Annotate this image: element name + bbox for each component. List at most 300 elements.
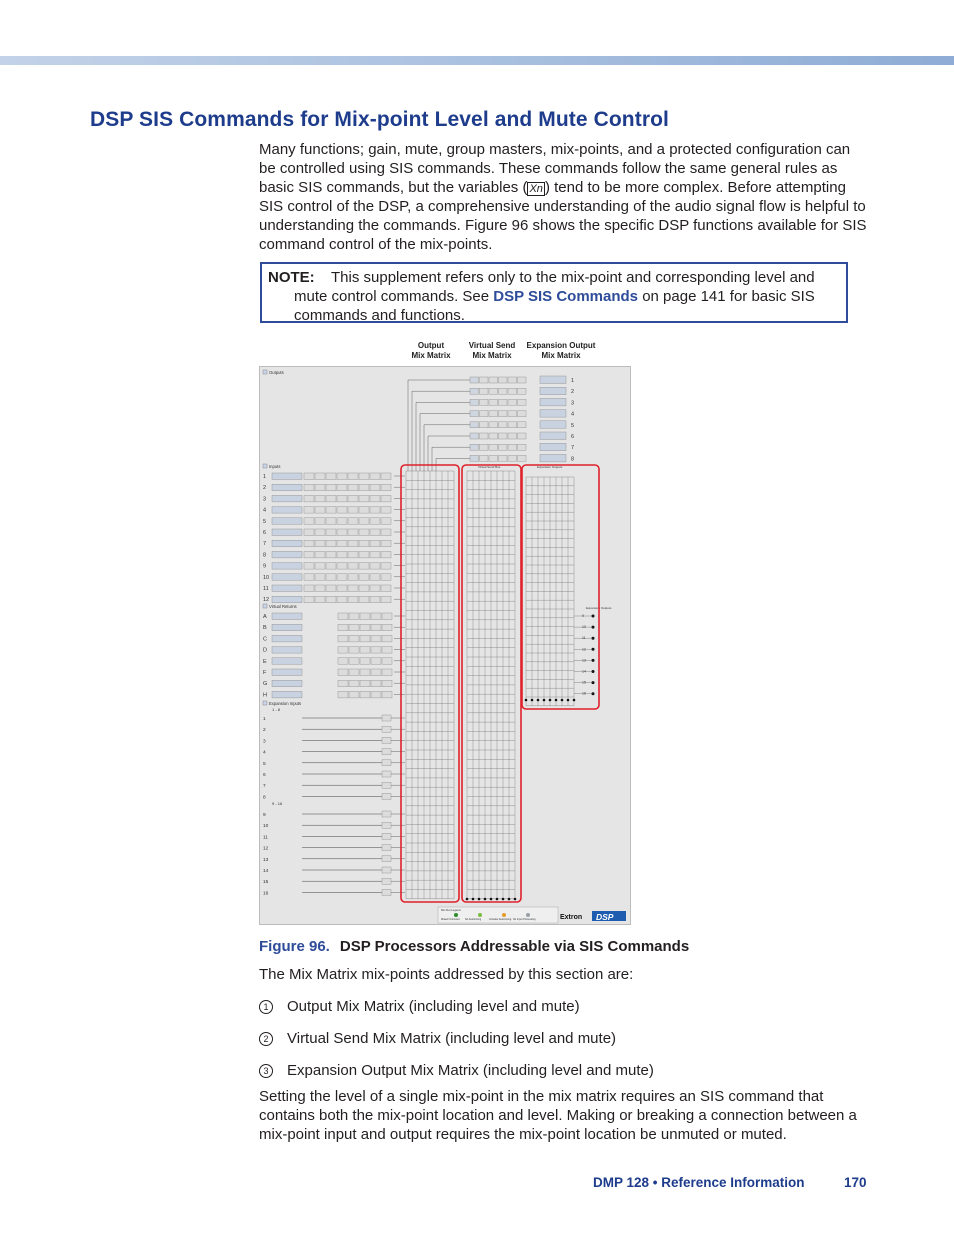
virtual-return-name-block <box>272 669 302 676</box>
input-name-block <box>272 585 302 592</box>
output-number: 6 <box>571 434 575 440</box>
note-text-1: This supplement refers only to the mix-point and corresponding level and mute control commands. See <box>294 269 815 305</box>
input-number: 11 <box>263 586 269 592</box>
input-processor-block <box>304 540 314 547</box>
virtual-return-processor-block <box>382 613 392 620</box>
expansion-input-number: 11 <box>263 835 268 841</box>
virtual-return-processor-block <box>360 669 370 676</box>
input-processor-block <box>337 596 347 603</box>
matrix-output-dot <box>472 898 475 901</box>
input-number: 6 <box>263 530 267 536</box>
virtual-return-processor-block <box>371 680 381 687</box>
expansion-input-number: 5 <box>263 761 266 767</box>
output-processor-block <box>508 422 517 428</box>
input-processor-block <box>304 495 314 502</box>
input-processor-block <box>337 563 347 570</box>
input-processor-block <box>370 574 380 581</box>
output-processor-block <box>499 455 508 461</box>
input-processor-block <box>359 529 369 536</box>
input-name-block <box>272 596 302 603</box>
input-processor-block <box>304 596 314 603</box>
output-processor-block <box>518 399 527 405</box>
list-item <box>259 1030 616 1047</box>
input-processor-block <box>337 574 347 581</box>
list-item <box>259 1062 654 1079</box>
input-processor-block <box>348 585 358 592</box>
input-processor-block <box>359 563 369 570</box>
virtual-return-processor-block <box>349 691 359 698</box>
input-processor-block <box>315 563 325 570</box>
virtual-return-name-block <box>272 658 302 665</box>
virtual-return-processor-block <box>382 635 392 642</box>
virtual-return-processor-block <box>349 635 359 642</box>
input-number: 3 <box>263 496 267 503</box>
output-processor-block <box>518 422 527 428</box>
note-label: NOTE: <box>268 269 315 286</box>
expansion-input-block <box>382 771 391 777</box>
outputs-label: Outputs <box>269 370 284 375</box>
virtual-send-bus-label: Virtual Send Bus <box>478 465 501 469</box>
output-processor-block <box>518 388 527 394</box>
input-processor-block <box>304 574 314 581</box>
input-number: 10 <box>263 574 270 581</box>
virtual-return-processor-block <box>382 669 392 676</box>
expansion-input-number: 16 <box>263 891 269 897</box>
list-item-text: Output Mix Matrix (including level and mute) <box>287 998 580 1015</box>
legend-dot <box>454 913 458 917</box>
expansion-input-number: 14 <box>263 869 269 874</box>
input-name-block <box>272 574 302 581</box>
output-processor-block <box>518 433 527 439</box>
input-processor-block <box>326 495 336 502</box>
legend-item: Muted/ Unmuted <box>441 918 460 921</box>
input-number: 12 <box>263 597 270 604</box>
input-processor-block <box>315 585 325 592</box>
input-processor-block <box>370 507 380 513</box>
virtual-return-processor-block <box>338 613 348 620</box>
expansion-input-number: 1 <box>263 717 266 722</box>
output-processor-block <box>518 377 527 383</box>
input-name-block <box>272 540 302 547</box>
input-number: 2 <box>263 485 267 492</box>
input-processor-block <box>337 484 347 491</box>
input-processor-block <box>304 529 314 536</box>
input-name-block <box>272 507 302 513</box>
virtual-return-processor-block <box>360 691 370 698</box>
matrix-output-dot <box>531 699 534 702</box>
output-processor-block <box>480 411 489 417</box>
output-number: 5 <box>571 422 575 429</box>
virtual-return-letter: G <box>263 681 268 688</box>
virtual-return-processor-block <box>382 680 392 687</box>
virtual-return-processor-block <box>349 669 359 676</box>
input-processor-block <box>381 529 391 536</box>
input-name-block <box>272 529 302 536</box>
callout-virtual-send-text: Virtual Send Mix Matrix <box>468 341 516 360</box>
input-number: 9 <box>263 563 267 570</box>
matrix-output-dot <box>525 699 528 702</box>
input-processor-block <box>370 518 380 525</box>
output-number: 3 <box>571 400 575 407</box>
matrix-output-dot <box>502 898 505 901</box>
legend-dot <box>526 913 530 917</box>
input-processor-block <box>304 563 314 570</box>
input-name-block <box>272 518 302 525</box>
input-processor-block <box>359 484 369 491</box>
virtual-return-name-block <box>272 624 302 631</box>
input-number: 8 <box>263 552 267 559</box>
input-processor-block <box>337 518 347 525</box>
output-processor-block <box>480 422 489 428</box>
input-processor-block <box>315 484 325 491</box>
figure-caption-text: DSP Processors Addressable via SIS Commands <box>339 938 690 955</box>
expansion-output-number: 9 <box>582 614 584 618</box>
output-processor-block <box>489 377 498 383</box>
input-processor-block <box>370 596 380 603</box>
legend-item: Includes Automixing <box>489 918 512 921</box>
expansion-input-block <box>382 833 391 839</box>
callout-output-text: Output Mix Matrix <box>411 341 451 360</box>
input-processor-block <box>381 473 391 480</box>
intro-paragraph <box>259 140 869 254</box>
input-processor-block <box>359 518 369 525</box>
input-processor-block <box>348 507 358 513</box>
input-processor-block <box>370 473 380 480</box>
input-processor-block <box>315 518 325 525</box>
output-processor-block <box>499 433 508 439</box>
input-processor-block <box>370 484 380 491</box>
input-processor-block <box>337 551 347 558</box>
virtual-return-name-block <box>272 613 302 620</box>
note-text-2: on page 141 for basic SIS commands and functions. <box>294 288 815 324</box>
virtual-return-processor-block <box>338 635 348 642</box>
input-processor-block <box>304 473 314 480</box>
output-processor-block <box>508 399 517 405</box>
input-processor-block <box>304 507 314 513</box>
input-processor-block <box>326 563 336 570</box>
expansion-input-number: 8 <box>263 795 266 801</box>
virtual-return-processor-block <box>338 624 348 631</box>
virtual-return-letter: C <box>263 636 267 643</box>
virtual-return-processor-block <box>382 647 392 654</box>
output-processor-block <box>518 455 527 461</box>
output-processor-block <box>499 411 508 417</box>
list-item-text: Expansion Output Mix Matrix (including level and mute) <box>287 1062 654 1079</box>
matrix-output-dot <box>484 898 487 901</box>
input-processor-block <box>381 596 391 603</box>
virtual-return-processor-block <box>371 691 381 698</box>
intro-text-2: ) tend to be more complex. Before attempting SIS control of the DSP, a comprehensive understanding of the audio signal flow is helpful to understanding the commands. Figure 96 shows the specific DSP functions available for SIS command control of the mix-points. <box>259 179 867 253</box>
legend-title: Mix Dot Legend <box>441 908 461 912</box>
output-processor-block <box>480 444 489 450</box>
virtual-return-processor-block <box>349 647 359 654</box>
virtual-return-letter: A <box>263 614 267 620</box>
output-number: 8 <box>571 456 575 463</box>
input-processor-block <box>326 529 336 536</box>
output-processor-block <box>480 388 489 394</box>
virtual-return-letter: F <box>263 670 267 676</box>
input-processor-block <box>381 585 391 592</box>
list-item <box>259 998 580 1015</box>
callout-expansion-output-mix-matrix <box>525 341 597 361</box>
matrix-output-dot <box>573 699 576 702</box>
input-processor-block <box>359 507 369 513</box>
output-processor-block <box>499 422 508 428</box>
input-processor-block <box>359 574 369 581</box>
expansion-input-number: 10 <box>263 824 269 830</box>
expansion-input-block <box>382 889 391 895</box>
input-processor-block <box>326 518 336 525</box>
matrix-output-dot <box>508 898 511 901</box>
matrix-output-dot <box>496 898 499 901</box>
expansion-input-block <box>382 715 391 721</box>
expansion-input-number: 2 <box>263 728 266 734</box>
input-processor-block <box>315 495 325 502</box>
input-processor-block <box>326 574 336 581</box>
input-number: 5 <box>263 518 267 525</box>
output-processor-block <box>470 377 479 383</box>
expansion-input-block <box>382 782 391 788</box>
output-processor-block <box>489 433 498 439</box>
input-processor-block <box>359 495 369 502</box>
expansion-input-block <box>382 760 391 766</box>
input-processor-block <box>304 585 314 592</box>
input-processor-block <box>326 484 336 491</box>
virtual-return-processor-block <box>360 680 370 687</box>
expansion-outputs-label: Expansion Outputs <box>537 465 563 469</box>
output-processor-block <box>480 399 489 405</box>
matrix-output-dot <box>478 898 481 901</box>
callout-number-icon: 2 <box>259 1032 273 1046</box>
expansion-output-matrix-highlight <box>522 465 599 709</box>
input-processor-block <box>381 540 391 547</box>
output-name-block <box>540 421 566 429</box>
output-processor-block <box>470 433 479 439</box>
collapse-icon <box>263 464 267 468</box>
input-number: 7 <box>263 541 267 548</box>
virtual-return-letter: H <box>263 692 267 699</box>
input-processor-block <box>348 529 358 536</box>
output-name-block <box>540 387 566 395</box>
output-processor-block <box>489 422 498 428</box>
expansion-group-1-label: 1 - 8 <box>272 707 281 712</box>
input-processor-block <box>337 529 347 536</box>
input-processor-block <box>381 551 391 558</box>
note-text <box>294 268 842 325</box>
output-processor-block <box>518 411 527 417</box>
legend-item: No Input Processing <box>513 918 536 921</box>
expansion-output-number: 16 <box>582 691 586 696</box>
expansion-group-2-label: 9 - 16 <box>272 801 283 806</box>
output-name-block <box>540 454 566 462</box>
input-processor-block <box>326 596 336 603</box>
expansion-input-block <box>382 749 391 755</box>
expansion-output-number: 14 <box>582 669 586 674</box>
intro-text-1: Many functions; gain, mute, group masters, mix-points, and a protected configuration can be controlled using SIS commands. These commands follow the same general rules as basic SIS commands, but the variables ( <box>259 141 851 196</box>
input-processor-block <box>370 585 380 592</box>
output-name-block <box>540 443 566 451</box>
expansion-output-number: 13 <box>582 658 586 663</box>
expansion-input-number: 9 <box>263 813 266 818</box>
output-processor-block <box>480 455 489 461</box>
expansion-input-block <box>382 793 391 799</box>
input-processor-block <box>348 518 358 525</box>
header-gradient-bar <box>0 56 954 65</box>
list-lead: The Mix Matrix mix-points addressed by this section are: <box>259 966 634 983</box>
expansion-input-number: 13 <box>263 857 269 863</box>
expansion-input-number: 12 <box>263 846 269 852</box>
variable-symbol: Xn <box>529 183 543 195</box>
output-processor-block <box>480 377 489 383</box>
dsp-signal-flow-diagram <box>260 367 631 925</box>
input-processor-block <box>348 473 358 480</box>
input-processor-block <box>381 563 391 570</box>
legend-item: No Automixing <box>465 918 482 921</box>
input-number: 1 <box>263 474 267 480</box>
input-processor-block <box>315 529 325 536</box>
input-processor-block <box>315 574 325 581</box>
matrix-output-dot <box>537 699 540 702</box>
output-processor-block <box>499 377 508 383</box>
dsp-sis-commands-link[interactable]: DSP SIS Commands <box>493 288 639 305</box>
output-processor-block <box>489 411 498 417</box>
input-name-block <box>272 495 302 502</box>
virtual-return-processor-block <box>360 635 370 642</box>
expansion-input-number: 15 <box>263 880 269 886</box>
expansion-input-block <box>382 737 391 743</box>
footer-section-title: DMP 128 • Reference Information <box>593 1175 805 1190</box>
input-processor-block <box>337 495 347 502</box>
input-processor-block <box>337 473 347 480</box>
matrix-output-dot <box>466 898 469 901</box>
virtual-return-name-block <box>272 647 302 654</box>
input-processor-block <box>326 507 336 513</box>
virtual-return-name-block <box>272 680 302 687</box>
input-processor-block <box>381 574 391 581</box>
output-processor-block <box>518 444 527 450</box>
extron-logo: Extron <box>560 914 583 921</box>
input-processor-block <box>359 473 369 480</box>
input-processor-block <box>381 518 391 525</box>
input-processor-block <box>381 507 391 513</box>
input-processor-block <box>381 484 391 491</box>
list-item-text: Virtual Send Mix Matrix (including level and mute) <box>287 1030 617 1047</box>
input-processor-block <box>348 551 358 558</box>
output-processor-block <box>508 411 517 417</box>
input-processor-block <box>337 540 347 547</box>
input-name-block <box>272 563 302 570</box>
callout-number-icon: 3 <box>259 1064 273 1078</box>
expansion-inputs-label: Expansion Inputs <box>269 701 302 706</box>
input-processor-block <box>326 551 336 558</box>
output-name-block <box>540 398 566 406</box>
input-processor-block <box>326 473 336 480</box>
virtual-return-processor-block <box>382 658 392 665</box>
output-processor-block <box>470 388 479 394</box>
output-number: 7 <box>571 445 575 452</box>
matrix-output-dot <box>549 699 552 702</box>
virtual-return-processor-block <box>371 669 381 676</box>
legend-dot <box>478 913 482 917</box>
input-processor-block <box>337 507 347 513</box>
virtual-return-processor-block <box>360 624 370 631</box>
input-processor-block <box>370 495 380 502</box>
output-number: 1 <box>571 378 575 384</box>
virtual-return-processor-block <box>382 624 392 631</box>
input-processor-block <box>315 473 325 480</box>
virtual-return-processor-block <box>338 647 348 654</box>
input-processor-block <box>348 540 358 547</box>
virtual-return-processor-block <box>338 669 348 676</box>
page-title: DSP SIS Commands for Mix-point Level and Mute Control <box>90 108 669 131</box>
expansion-input-number: 7 <box>263 784 266 790</box>
output-processor-block <box>508 433 517 439</box>
input-processor-block <box>304 484 314 491</box>
callout-virtual-send-mix-matrix <box>460 341 524 361</box>
input-processor-block <box>359 551 369 558</box>
output-processor-block <box>508 444 517 450</box>
output-processor-block <box>489 444 498 450</box>
virtual-return-processor-block <box>349 613 359 620</box>
virtual-return-processor-block <box>382 691 392 698</box>
callout-output-mix-matrix <box>404 341 458 361</box>
collapse-icon <box>263 604 267 608</box>
output-processor-block <box>499 444 508 450</box>
matrix-output-dot <box>514 898 517 901</box>
input-processor-block <box>315 507 325 513</box>
output-processor-block <box>499 388 508 394</box>
input-name-block <box>272 473 302 480</box>
input-processor-block <box>359 540 369 547</box>
matrix-output-dot <box>543 699 546 702</box>
input-processor-block <box>304 518 314 525</box>
output-name-block <box>540 376 566 384</box>
output-processor-block <box>470 411 479 417</box>
input-processor-block <box>370 529 380 536</box>
closing-paragraph: Setting the level of a single mix-point in the mix matrix requires an SIS command that contains both the mix-point location and level. Making or breaking a connection between a mix-point input and output requires the mix-point location be unmuted or muted. <box>259 1088 857 1143</box>
callout-expansion-output-text: Expansion Output Mix Matrix <box>526 341 596 360</box>
input-processor-block <box>370 551 380 558</box>
virtual-return-name-block <box>272 635 302 642</box>
input-processor-block <box>348 563 358 570</box>
input-processor-block <box>315 540 325 547</box>
matrix-output-dot <box>561 699 564 702</box>
expansion-output-number: 12 <box>582 647 586 652</box>
input-processor-block <box>381 495 391 502</box>
virtual-return-processor-block <box>371 613 381 620</box>
input-name-block <box>272 484 302 491</box>
expansion-input-block <box>382 822 391 828</box>
expansion-outputs-side-label: Expansion Outputs <box>586 606 612 610</box>
output-name-block <box>540 410 566 418</box>
inputs-label: Inputs <box>269 464 281 469</box>
output-processor-block <box>470 399 479 405</box>
dsp-logo: DSP <box>596 912 614 922</box>
virtual-return-processor-block <box>349 680 359 687</box>
input-number: 4 <box>263 507 267 514</box>
virtual-return-processor-block <box>371 624 381 631</box>
virtual-return-processor-block <box>360 658 370 665</box>
expansion-input-block <box>382 878 391 884</box>
expansion-input-block <box>382 845 391 851</box>
virtual-return-processor-block <box>371 647 381 654</box>
expansion-output-number: 11 <box>582 636 586 641</box>
virtual-return-processor-block <box>360 613 370 620</box>
legend-dot <box>502 913 506 917</box>
virtual-return-name-block <box>272 691 302 698</box>
virtual-return-processor-block <box>371 658 381 665</box>
input-processor-block <box>326 585 336 592</box>
